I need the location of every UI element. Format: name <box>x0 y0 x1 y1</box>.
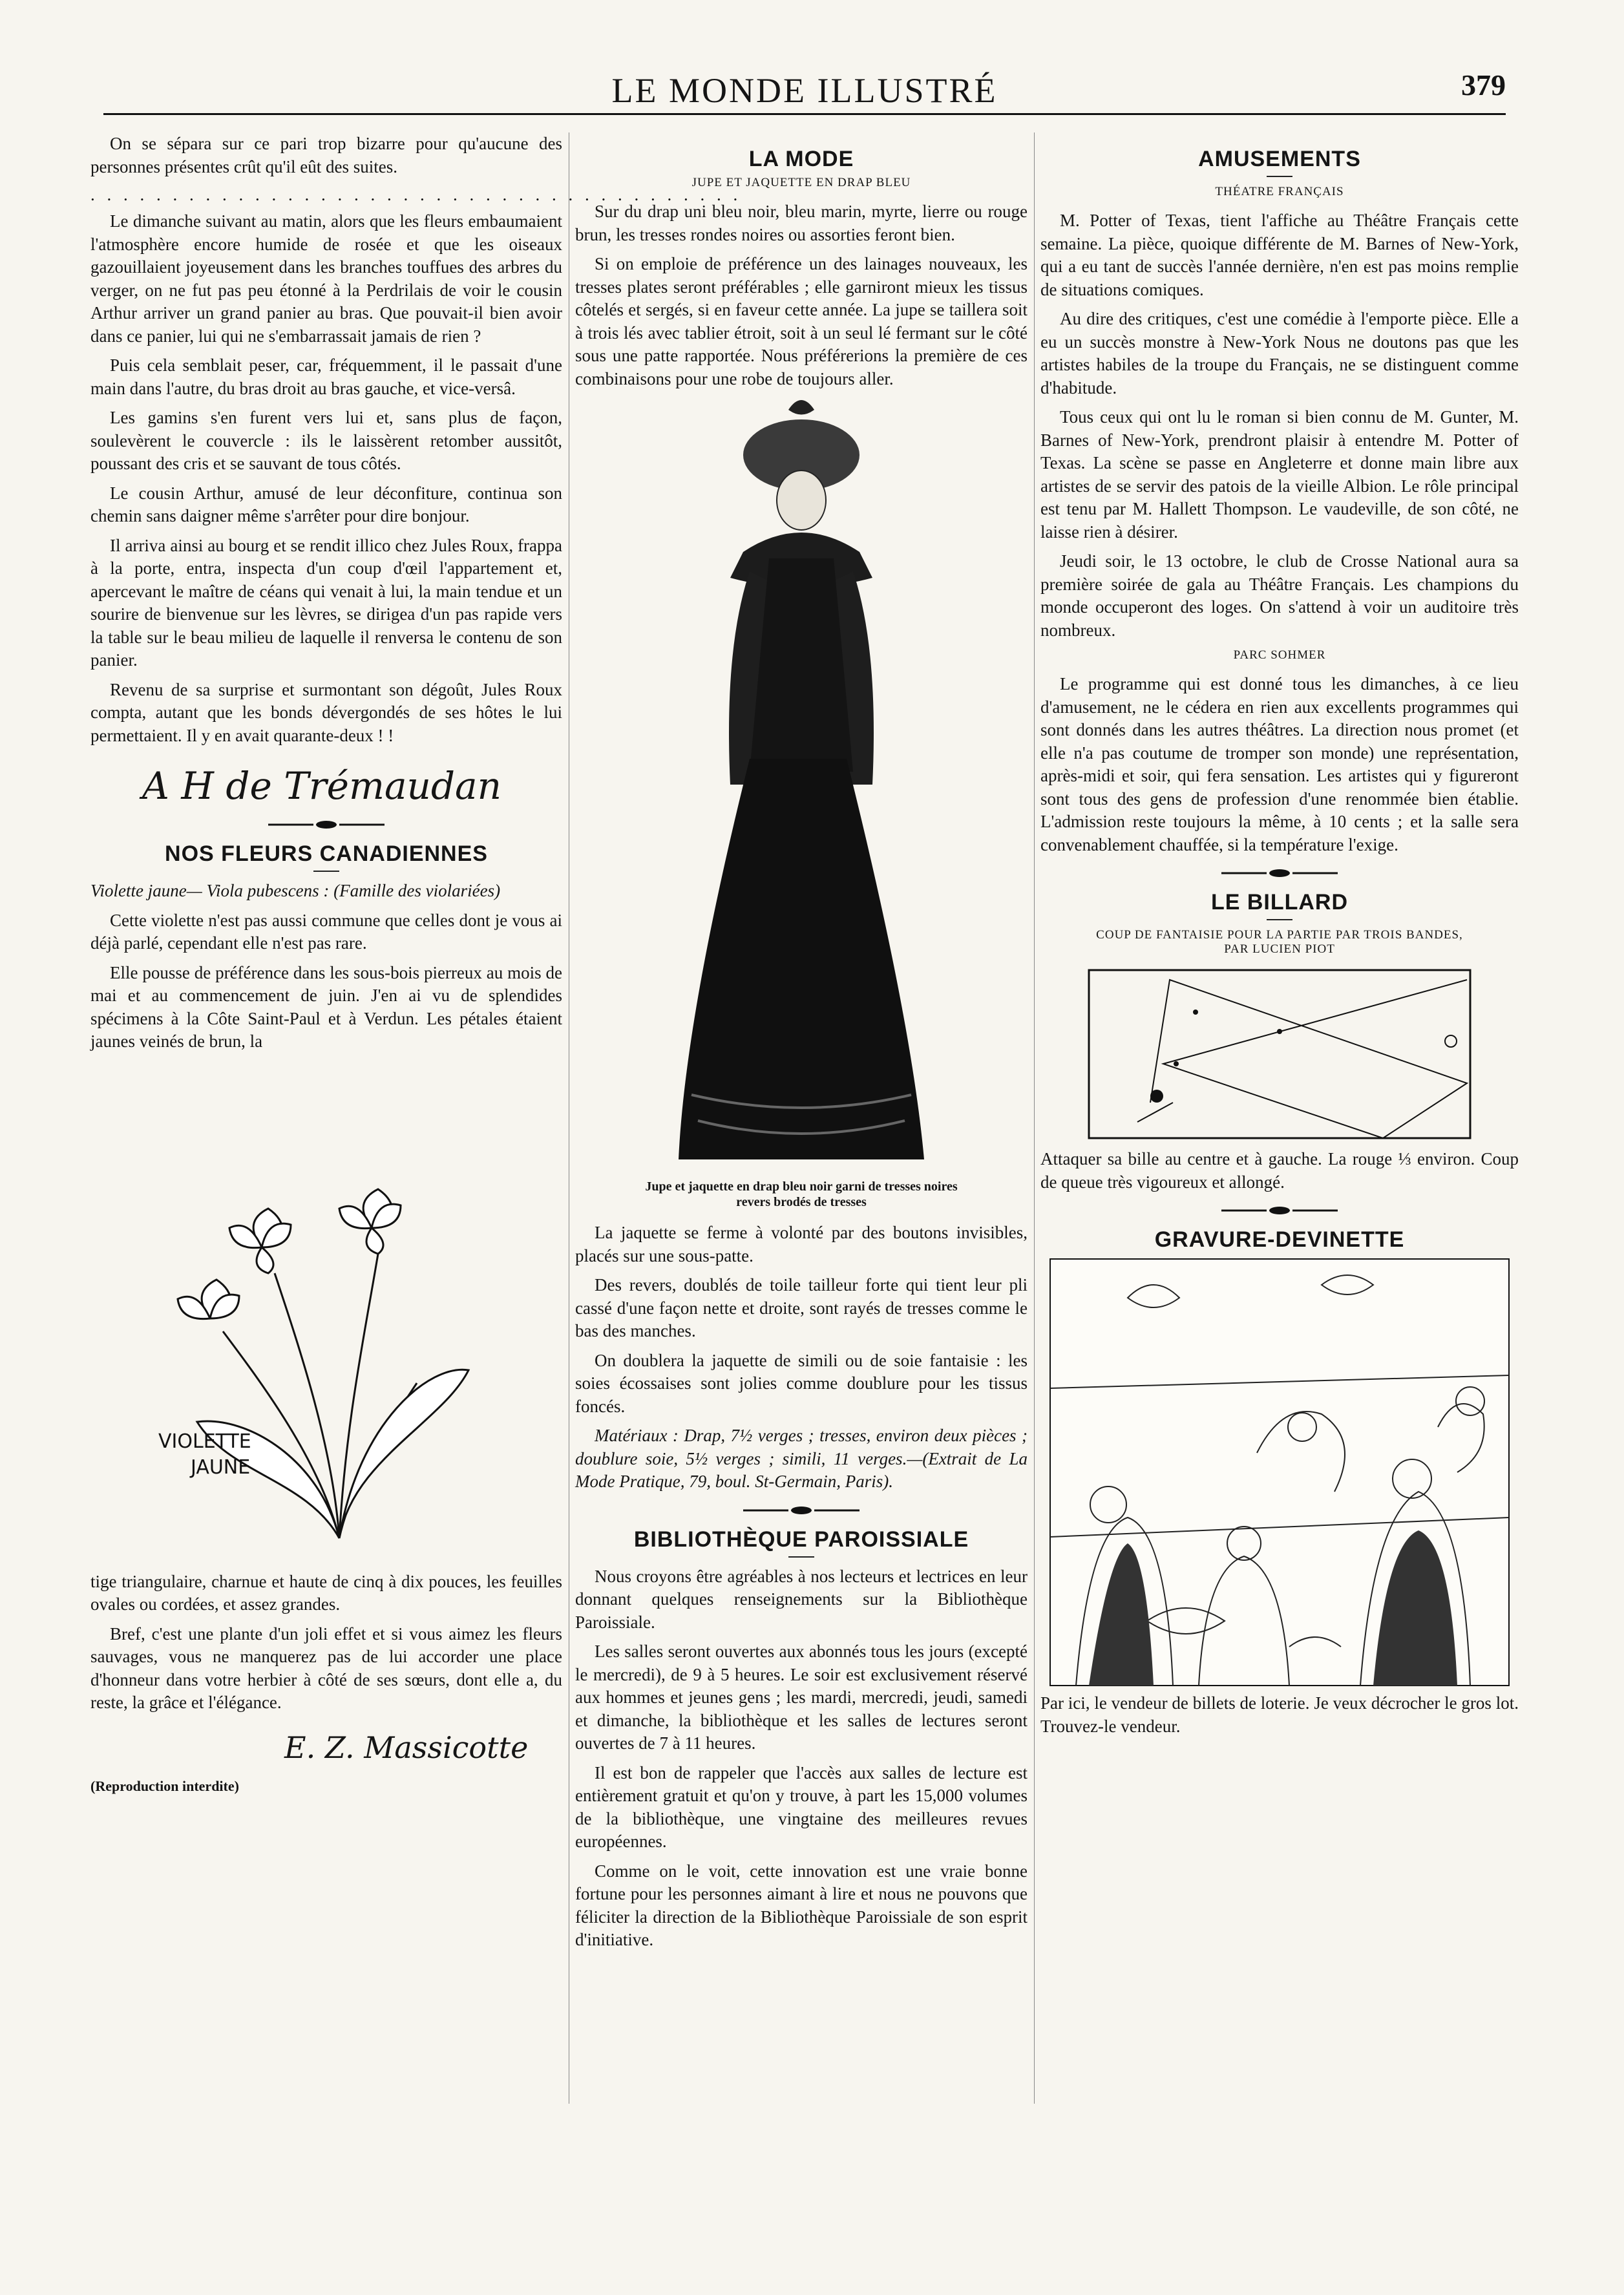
ornament-divider <box>743 1505 859 1516</box>
mode-paragraph: La jaquette se ferme à volonté par des boutons invisibles, placés sur une sous-patte. <box>575 1223 1028 1265</box>
mode-paragraph: Matériaux : Drap, 7½ verges ; tresses, environ deux pièces ; doublure soie, 5½ verges ; simili, 11 verges.—(Extrait de La Mode Pratique, 79, boul. St-Germain, Paris). <box>575 1426 1028 1491</box>
biblio-paragraph: Les salles seront ouvertes aux abonnés tous les jours (excepté le mercredi), de 9 à 5 heures. Le soir est exclusivement réservé aux hommes et jeunes gens ; les mardi, mercredi, jeudi, samedi et dimanche, la bibliothèque et les salles de lectures seront ouvertes de 7 à 11 heures. <box>575 1642 1028 1753</box>
masthead <box>103 68 1506 120</box>
column-middle <box>575 132 1028 2256</box>
dotted-separator: . . . . . . . . . . . . . . . . . . . . . . . . . . . . . . . . . . . . . . . . <box>90 185 742 204</box>
story-paragraph: Le dimanche suivant au matin, alors que les fleurs embaumaient l'atmosphère encore humide de rosée et que les oiseaux gazouillaient joyeusement dans les branches touffues des arbres du verger, on ne fut pas peu étonné à la Perdrilais de voir le cousin Arthur arriver un grand panier au bras. Que pouvait-il bien avoir dans ce panier, lui qui ne s'embarrassait jamais de rien ? <box>90 211 562 346</box>
biblio-paragraph: Nous croyons être agréables à nos lecteurs et lectrices en leur donnant quelques renseignements sur la Bibliothèque Paroissiale. <box>575 1566 1028 1632</box>
parc-subtitle: PARC SOHMER <box>1233 648 1326 662</box>
story-paragraph: Revenu de sa surprise et surmontant son dégoût, Jules Roux compta, autant que les bonds dévergondés de ses hôtes le lui permettaient. Il y en avait quarante-deux ! ! <box>90 679 562 745</box>
flower-paragraph: Elle pousse de préférence dans les sous-bois pierreux au mois de mai et au commencement de juin. J'en ai vu de splendides spécimens à la Côte Saint-Paul et à Verdun. Les pétales étaient jaunes veinés de brun, la <box>90 962 562 1051</box>
violet-label: JAUNE <box>191 1455 251 1479</box>
section-title-mode: LA MODE <box>748 147 854 171</box>
ornament-divider <box>1221 1205 1338 1216</box>
fashion-illustration <box>653 397 950 1172</box>
masthead-rule <box>103 113 1506 115</box>
story-paragraph: Puis cela semblait peser, car, fréquemment, il le passait d'une main dans l'autre, du bras droit au bras gauche, et vice-versâ. <box>90 355 562 398</box>
section-title-bibliotheque: BIBLIOTHÈQUE PAROISSIALE <box>633 1527 969 1552</box>
amusement-paragraph: M. Potter of Texas, tient l'affiche au Théâtre Français cette semaine. La pièce, quoique différente de M. Barnes of New-York, qui a eu tant de succès l'année dernière, n'en est pas moins remplie de situations comiques. <box>1040 211 1519 299</box>
billard-subtitle: PAR LUCIEN PIOT <box>1224 942 1335 956</box>
column-divider <box>1034 132 1035 2104</box>
violet-illustration <box>145 1060 507 1564</box>
puzzle-engraving <box>1050 1259 1509 1686</box>
gravure-caption: Par ici, le vendeur de billets de loterie. Je veux décrocher le gros lot. Trouvez-le vendeur. <box>1040 1693 1519 1736</box>
mode-subtitle: JUPE ET JAQUETTE EN DRAP BLEU <box>691 176 911 189</box>
story-paragraph: Le cousin Arthur, amusé de leur déconfiture, continua son chemin sans daigner même s'arrêter pour dire bonjour. <box>90 483 562 525</box>
title-dash <box>1267 176 1292 177</box>
ornament-divider <box>268 820 385 830</box>
amusement-paragraph: Jeudi soir, le 13 octobre, le club de Crosse National aura sa première soirée de gala au Théâtre Français. Les champions du monde occuperont des loges. On s'attend à voir un auditoire très nombreux. <box>1040 551 1519 640</box>
mode-paragraph: On doublera la jaquette de simili ou de soie fantaisie : les soies écossaises sont jolies comme doublure pour les tissus foncés. <box>575 1350 1028 1416</box>
theatre-subtitle: THÉATRE FRANÇAIS <box>1215 185 1344 198</box>
newspaper-title: LE MONDE ILLUSTRÉ <box>611 71 998 110</box>
intro-paragraph: On se sépara sur ce pari trop bizarre pour qu'aucune des personnes présentes crût qu'il eût des suites. <box>90 134 562 176</box>
author-signature: A H de Trémaudan <box>142 764 501 808</box>
title-dash <box>788 1556 814 1558</box>
author-signature: E. Z. Massicotte <box>284 1729 529 1765</box>
title-dash <box>313 871 339 872</box>
flower-paragraph: tige triangulaire, charnue et haute de cinq à dix pouces, les feuilles ovales ou cordées, et assez grandes. <box>90 1571 562 1614</box>
column-left <box>90 132 742 2256</box>
story-paragraph: Il arriva ainsi au bourg et se rendit illico chez Jules Roux, frappa à la porte, entra, inspecta d'un coup d'œil l'appartement et, apercevant le maître de céans qui venait à lui, la main tendue et un sourire de bienvenue sur les lèvres, se dirigea d'un pas rapide vers la table sur le beau milieu de laquelle il renversa le contenu de son panier. <box>90 535 562 670</box>
biblio-paragraph: Comme on le voit, cette innovation est une vraie bonne fortune pour les personnes aimant à lire et nous ne pouvons que féliciter la direction de la Bibliothèque Paroissiale de son esprit d'initiative. <box>575 1861 1028 1949</box>
ornament-divider <box>1221 868 1338 878</box>
violet-label: VIOLETTE <box>158 1430 251 1453</box>
biblio-paragraph: Il est bon de rappeler que l'accès aux salles de lecture est entièrement gratuit et qu'on y trouve, à part les 15,000 volumes de la bibliothèque, une vingtaine des meilleures revues européennes. <box>575 1762 1028 1851</box>
page-number: 379 <box>1461 69 1506 101</box>
flower-subtitle: Violette jaune— Viola pubescens : (Famille des violariées) <box>90 881 501 900</box>
figure-caption: revers brodés de tresses <box>736 1195 867 1209</box>
billiard-diagram <box>1086 967 1473 1141</box>
figure-caption: Jupe et jaquette en drap bleu noir garni de tresses noires <box>645 1179 958 1194</box>
amusement-paragraph: Tous ceux qui ont lu le roman si bien connu de M. Gunter, M. Barnes of New-York, prendront plaisir à entendre M. Potter of Texas. La scène se passe en Angleterre et donne main libre aux artistes de se servir des patois de la vieille Albion. Le rôle principal est tenu par M. Hallett Thompson. Le vaudeville, de son côté, ne laisse rien à désirer. <box>1040 407 1519 542</box>
section-title-gravure: GRAVURE-DEVINETTE <box>1154 1227 1405 1252</box>
flower-paragraph: Bref, c'est une plante d'un joli effet et si vous aimez les fleurs sauvages, vous ne manquerez pas de lui accorder une place d'honneur dans votre herbier à côté de ses sœurs, dont elle a, du reste, la grâce et l'élégance. <box>90 1623 562 1712</box>
section-title-amusements: AMUSEMENTS <box>1198 147 1361 171</box>
section-title-billard: LE BILLARD <box>1210 890 1349 915</box>
story-paragraph: Les gamins s'en furent vers lui et, sans plus de façon, soulevèrent le couvercle : ils le laissèrent retomber aussitôt, poussant des cris et se sauvant de tous côtés. <box>90 408 562 473</box>
flower-paragraph: Cette violette n'est pas aussi commune que celles dont je vous ai déjà parlé, cependant elle n'est pas rare. <box>90 910 562 953</box>
parc-paragraph: Le programme qui est donné tous les dimanches, à ce lieu d'amusement, ne le cédera en rien aux excellents programmes qui sont donnés dans les autres théâtres. La direction nous promet (et elle n'a pas coutume de tromper son monde) une représentation, après-midi et soir, qui fera sensation. Les artistes qui y figureront sont tous des gens de profession d'une renommée bien établie. L'admission reste toujours la même, à 10 cents ; et la salle sera convenablement chauffée, si la température l'exige. <box>1040 674 1519 854</box>
billard-subtitle: COUP DE FANTAISIE POUR LA PARTIE PAR TROIS BANDES, <box>1096 928 1463 942</box>
mode-paragraph: Sur du drap uni bleu noir, bleu marin, myrte, lierre ou rouge brun, les tresses rondes noires ou assorties feront bien. <box>575 202 1028 244</box>
mode-paragraph: Des revers, doublés de toile tailleur forte qui tient leur pli cassé d'une façon nette et droite, sont rayés de tresses comme le bas des manches. <box>575 1275 1028 1340</box>
billard-instruction: Attaquer sa bille au centre et à gauche. La rouge ⅓ environ. Coup de queue très vigoureux et allongé. <box>1040 1149 1519 1192</box>
reproduction-note: (Reproduction interdite) <box>90 1777 239 1794</box>
section-title-fleurs: NOS FLEURS CANADIENNES <box>165 841 488 866</box>
column-right <box>1040 132 1519 2256</box>
amusement-paragraph: Au dire des critiques, c'est une comédie à l'emporte pièce. Elle a eu un succès monstre à New-York Nous ne doutons pas que les artistes habiles de la troupe du Français, ne se distinguent comme d'habitude. <box>1040 309 1519 397</box>
mode-paragraph: Si on emploie de préférence un des lainages nouveaux, les tresses plates seront préférables ; elle garniront mieux les tissus côtelés et sergés, si en faveur cette année. La jupe se taillera soit à trois lés avec tablier étroit, soit à un seul lé fermant sur le côté sous une patte rapportée. Nous préférerions la première de ces combinaisons pour une robe de toujours aller. <box>575 254 1028 388</box>
title-dash <box>1267 919 1292 920</box>
